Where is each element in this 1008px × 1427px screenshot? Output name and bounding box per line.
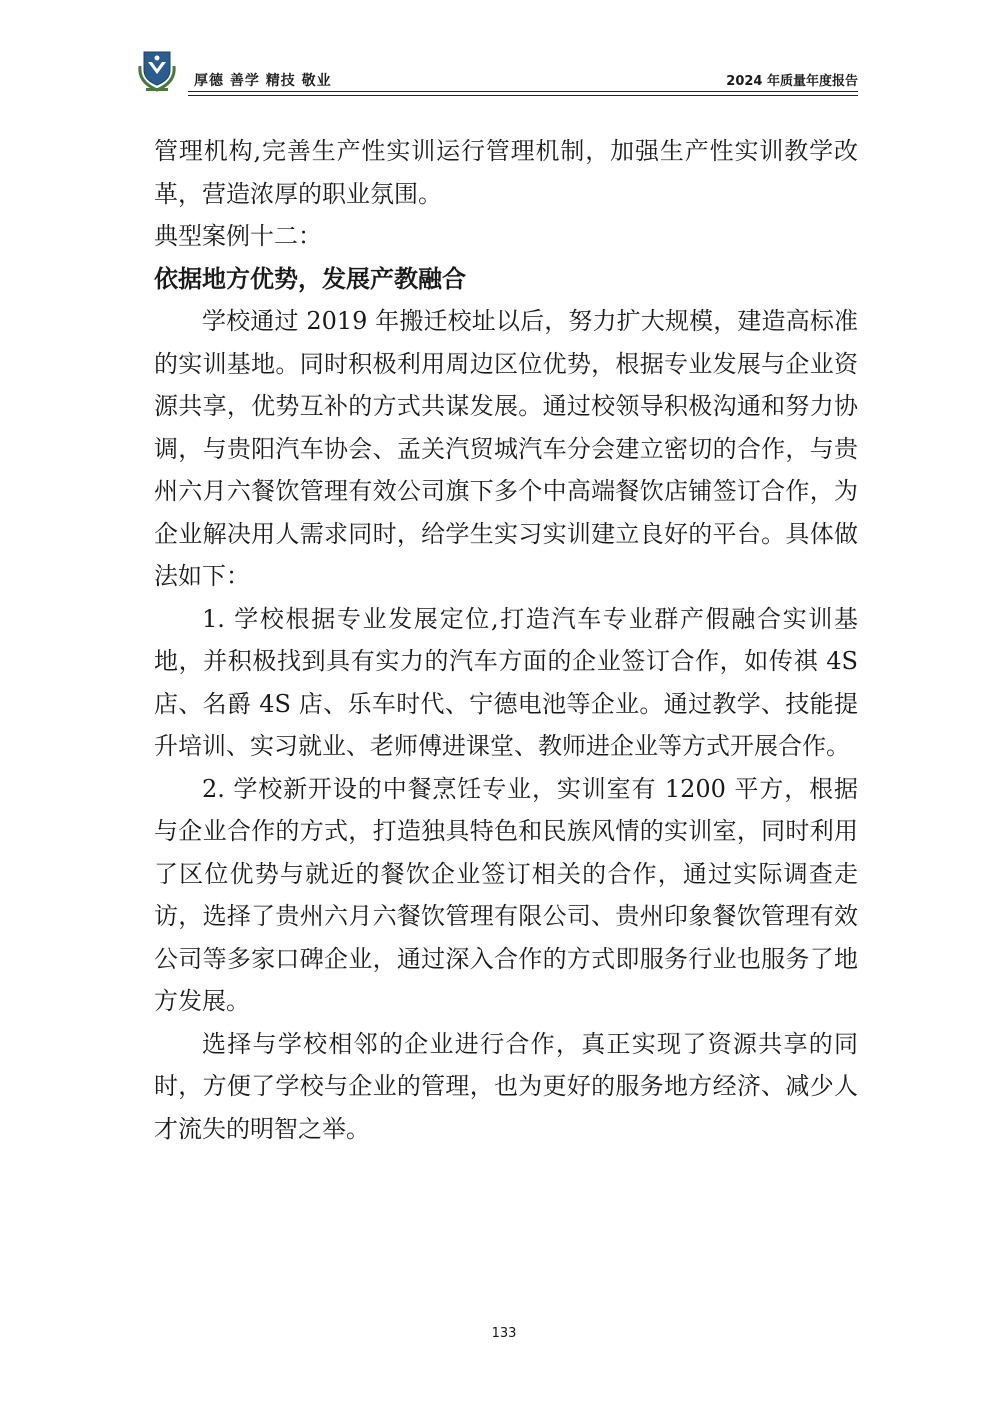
school-logo-icon (132, 44, 182, 94)
body-paragraph: 选择与学校相邻的企业进行合作，真正实现了资源共享的同时，方便了学校与企业的管理，也为更好的服务地方经济、减少人才流失的明智之举。 (154, 1029, 858, 1143)
body-paragraph: 2. 学校新开设的中餐烹饪专业，实训室有 1200 平方，根据与企业合作的方式，打造独具特色和民族风情的实训室，同时利用了区位优势与就近的餐饮企业签订相关的合作，通过实际调查走访，选择了贵州六月六餐饮管理有限公司、贵州印象餐饮管理有效公司等多家口碑企业，通过深入合作的方式即服务行业也服务了地方发展。 (154, 774, 858, 1015)
body-paragraph: 1. 学校根据专业发展定位,打造汽车专业群产假融合实训基地，并积极找到具有实力的汽车方面的企业签订合作，如传祺 4S 店、名爵 4S 店、乐车时代、宁德电池等企业。通过教学、技能提升培训、实习就业、老师傅进课堂、教师进企业等方式开展合作。 (154, 604, 858, 760)
continuation-paragraph: 管理机构,完善生产性实训运行管理机制，加强生产性实训教学改革，营造浓厚的职业氛围。 (154, 137, 858, 208)
case-title: 依据地方优势，发展产教融合 (154, 263, 466, 293)
case-label: 典型案例十二： (154, 222, 322, 250)
header-rule-thin (188, 95, 858, 96)
page-header (132, 44, 858, 96)
school-motto: 厚德 善学 精技 敬业 (194, 73, 332, 89)
report-title: 2024 年质量年度报告 (726, 74, 858, 89)
page-body (154, 130, 858, 1150)
header-rule-thick (188, 91, 858, 92)
page-number: 133 (491, 1326, 517, 1341)
body-paragraph: 学校通过 2019 年搬迁校址以后，努力扩大规模，建造高标准的实训基地。同时积极利用周边区位优势，根据专业发展与企业资源共享，优势互补的方式共谋发展。通过校领导积极沟通和努力协调，与贵阳汽车协会、孟关汽贸城汽车分会建立密切的合作，与贵州六月六餐饮管理有效公司旗下多个中高端餐饮店铺签订合作，为企业解决用人需求同时，给学生实习实训建立良好的平台。具体做法如下： (154, 307, 858, 590)
